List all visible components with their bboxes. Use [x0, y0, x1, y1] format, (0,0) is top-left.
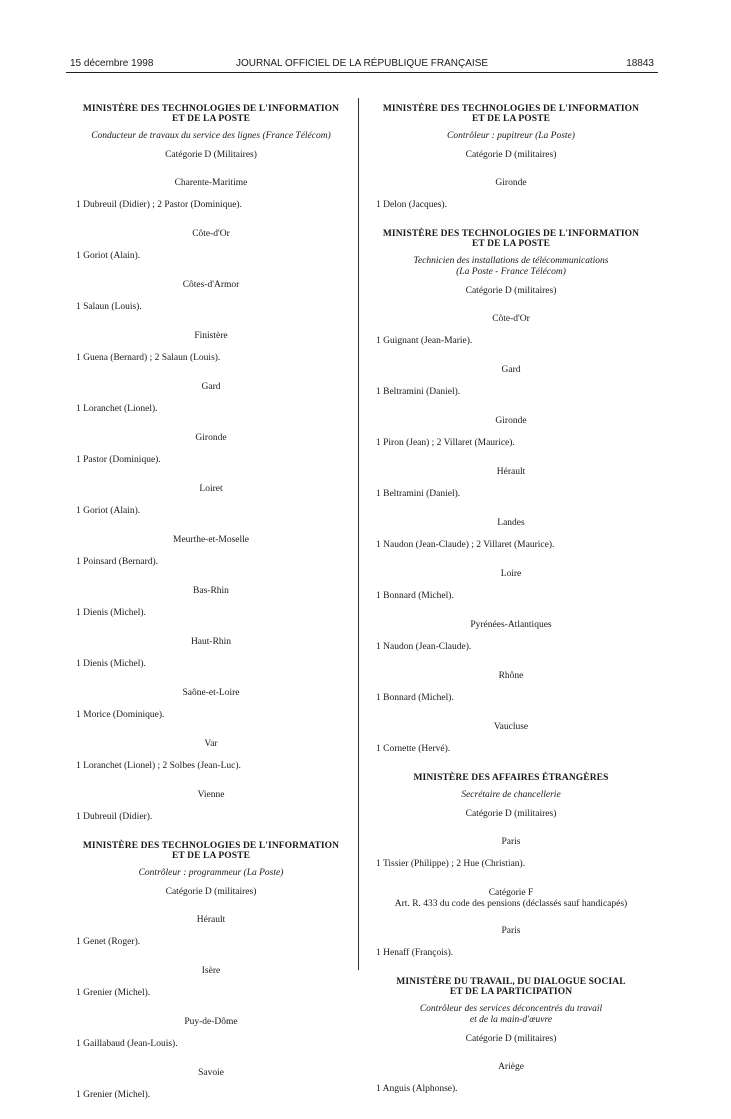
- post-title-line: et de la main-d'œuvre: [469, 1015, 553, 1025]
- ranking-entries: 1 Pastor (Dominique).: [76, 455, 161, 465]
- header-rule: [66, 72, 658, 73]
- region-heading: Pyrénées-Atlantiques: [470, 620, 552, 630]
- category-label: Catégorie D (militaires): [465, 1034, 557, 1044]
- ministry-heading: [70, 104, 352, 124]
- region-heading: Puy-de-Dôme: [184, 1017, 238, 1027]
- ranking-entries: 1 Anguis (Alphonse).: [376, 1084, 458, 1094]
- region-heading: Gard: [501, 365, 521, 375]
- ministry-section: [70, 104, 352, 823]
- ministry-heading-line: MINISTÈRE DES TECHNOLOGIES DE L'INFORMATION: [82, 104, 340, 114]
- ministry-heading: [370, 104, 652, 124]
- region-heading: Isère: [201, 966, 221, 976]
- region-heading: Rhône: [498, 671, 524, 681]
- ranking-entries: 1 Guignant (Jean-Marie).: [376, 336, 473, 346]
- region-heading: Var: [204, 739, 218, 749]
- region-heading: Vienne: [197, 790, 225, 800]
- category-label: Catégorie D (militaires): [465, 150, 557, 160]
- ranking-entries: 1 Guena (Bernard) ; 2 Salaun (Louis).: [76, 353, 221, 363]
- post-title-line: Contrôleur : pupitreur (La Poste): [447, 131, 575, 141]
- ministry-heading-line: ET DE LA POSTE: [171, 851, 251, 861]
- post-title: [370, 131, 652, 142]
- region-heading: Gard: [201, 382, 221, 392]
- ranking-entries: 1 Grenier (Michel).: [76, 1090, 151, 1100]
- region-heading: Ariège: [498, 1062, 524, 1072]
- region-heading: Finistère: [194, 331, 228, 341]
- ranking-entries: 1 Goriot (Alain).: [76, 506, 141, 516]
- ranking-entries: 1 Bonnard (Michel).: [376, 591, 454, 601]
- post-title-line: Conducteur de travaux du service des lignes (France Télécom): [91, 131, 331, 141]
- ministry-section: [370, 977, 652, 1095]
- category-label: Catégorie D (Militaires): [165, 150, 257, 160]
- region-heading: Gironde: [195, 433, 227, 443]
- ranking-entries: 1 Dubreuil (Didier) ; 2 Pastor (Dominique).: [76, 200, 242, 210]
- ranking-entries: 1 Piron (Jean) ; 2 Villaret (Maurice).: [376, 438, 515, 448]
- post-title: [370, 256, 652, 278]
- region-heading: Paris: [501, 837, 521, 847]
- ranking-entries: 1 Beltramini (Daniel).: [376, 387, 461, 397]
- ranking-entries: 1 Genet (Roger).: [76, 937, 141, 947]
- ministry-heading-line: ET DE LA PARTICIPATION: [449, 987, 573, 997]
- journal-title: JOURNAL OFFICIEL DE LA RÉPUBLIQUE FRANÇAISE: [235, 58, 489, 69]
- category-label: Catégorie D (militaires): [465, 809, 557, 819]
- ranking-entries: 1 Naudon (Jean-Claude).: [376, 642, 472, 652]
- post-title: [370, 790, 652, 801]
- ranking-entries: 1 Morice (Dominique).: [76, 710, 165, 720]
- region-heading: Savoie: [198, 1068, 224, 1078]
- ministry-heading: [370, 977, 652, 997]
- ministry-heading: [370, 229, 652, 249]
- region-heading: Haut-Rhin: [190, 637, 232, 647]
- page-header: [70, 56, 654, 72]
- region-heading: Bas-Rhin: [193, 586, 229, 596]
- category-label: Catégorie F: [488, 888, 534, 898]
- page-number: 18843: [626, 58, 654, 69]
- region-heading: Côte-d'Or: [192, 229, 230, 239]
- ranking-entries: 1 Dubreuil (Didier).: [76, 812, 153, 822]
- ministry-heading-line: ET DE LA POSTE: [471, 114, 551, 124]
- ministry-section: [370, 229, 652, 755]
- post-title-line: (La Poste - France Télécom): [456, 267, 566, 277]
- post-title-line: Contrôleur des services déconcentrés du travail: [419, 1004, 603, 1014]
- ranking-entries: 1 Naudon (Jean-Claude) ; 2 Villaret (Maurice).: [376, 540, 555, 550]
- ministry-heading-line: MINISTÈRE DES AFFAIRES ÉTRANGÈRES: [413, 773, 609, 783]
- post-title: [70, 131, 352, 142]
- ministry-section: [70, 841, 352, 1101]
- ministry-heading: [370, 773, 652, 783]
- ministry-heading-line: ET DE LA POSTE: [471, 239, 551, 249]
- region-heading: Loire: [500, 569, 522, 579]
- ministry-heading-line: MINISTÈRE DES TECHNOLOGIES DE L'INFORMATION: [382, 104, 640, 114]
- post-title-line: Technicien des installations de télécommunications: [413, 256, 609, 266]
- post-title-line: Contrôleur : programmeur (La Poste): [138, 868, 284, 878]
- post-title-line: Secrétaire de chancellerie: [461, 790, 561, 800]
- ranking-entries: 1 Henaff (François).: [376, 948, 454, 958]
- category-label: Catégorie D (militaires): [465, 286, 557, 296]
- region-heading: Meurthe-et-Moselle: [173, 535, 249, 545]
- category-note: Art. R. 433 du code des pensions (déclassés sauf handicapés): [394, 899, 628, 909]
- region-heading: Gironde: [495, 178, 527, 188]
- ranking-entries: 1 Poinsard (Bernard).: [76, 557, 159, 567]
- ranking-entries: 1 Bonnard (Michel).: [376, 693, 454, 703]
- post-title: [70, 868, 352, 879]
- ranking-entries: 1 Dienis (Michel).: [76, 608, 146, 618]
- ministry-heading-line: MINISTÈRE DES TECHNOLOGIES DE L'INFORMATION: [382, 229, 640, 239]
- ranking-entries: 1 Dienis (Michel).: [76, 659, 146, 669]
- category-label: Catégorie D (militaires): [165, 887, 257, 897]
- region-heading: Hérault: [496, 467, 526, 477]
- region-heading: Landes: [497, 518, 525, 528]
- ministry-heading-line: MINISTÈRE DU TRAVAIL, DU DIALOGUE SOCIAL: [396, 977, 626, 987]
- region-heading: Gironde: [495, 416, 527, 426]
- region-heading: Hérault: [196, 915, 226, 925]
- post-title: [370, 1004, 652, 1026]
- region-heading: Charente-Maritime: [174, 178, 248, 188]
- left-column: [70, 100, 352, 1119]
- ranking-entries: 1 Grenier (Michel).: [76, 988, 151, 998]
- ranking-entries: 1 Cornette (Hervé).: [376, 744, 451, 754]
- column-divider: [358, 98, 359, 970]
- ranking-entries: 1 Tissier (Philippe) ; 2 Hue (Christian).: [376, 859, 526, 869]
- region-heading: Vaucluse: [493, 722, 529, 732]
- ranking-entries: 1 Delon (Jacques).: [376, 200, 447, 210]
- ministry-section: [370, 104, 652, 211]
- ministry-heading: [70, 841, 352, 861]
- ministry-section: [370, 773, 652, 959]
- ranking-entries: 1 Goriot (Alain).: [76, 251, 141, 261]
- ranking-entries: 1 Loranchet (Lionel) ; 2 Solbes (Jean-Luc).: [76, 761, 241, 771]
- ministry-heading-line: ET DE LA POSTE: [171, 114, 251, 124]
- ranking-entries: 1 Loranchet (Lionel).: [76, 404, 158, 414]
- right-column: [370, 100, 652, 1113]
- ministry-heading-line: MINISTÈRE DES TECHNOLOGIES DE L'INFORMATION: [82, 841, 340, 851]
- issue-date: 15 décembre 1998: [70, 58, 154, 69]
- region-heading: Paris: [501, 926, 521, 936]
- region-heading: Côtes-d'Armor: [182, 280, 240, 290]
- region-heading: Saône-et-Loire: [182, 688, 240, 698]
- ranking-entries: 1 Salaun (Louis).: [76, 302, 142, 312]
- ranking-entries: 1 Beltramini (Daniel).: [376, 489, 461, 499]
- region-heading: Loiret: [199, 484, 223, 494]
- region-heading: Côte-d'Or: [492, 314, 530, 324]
- ranking-entries: 1 Gaillabaud (Jean-Louis).: [76, 1039, 178, 1049]
